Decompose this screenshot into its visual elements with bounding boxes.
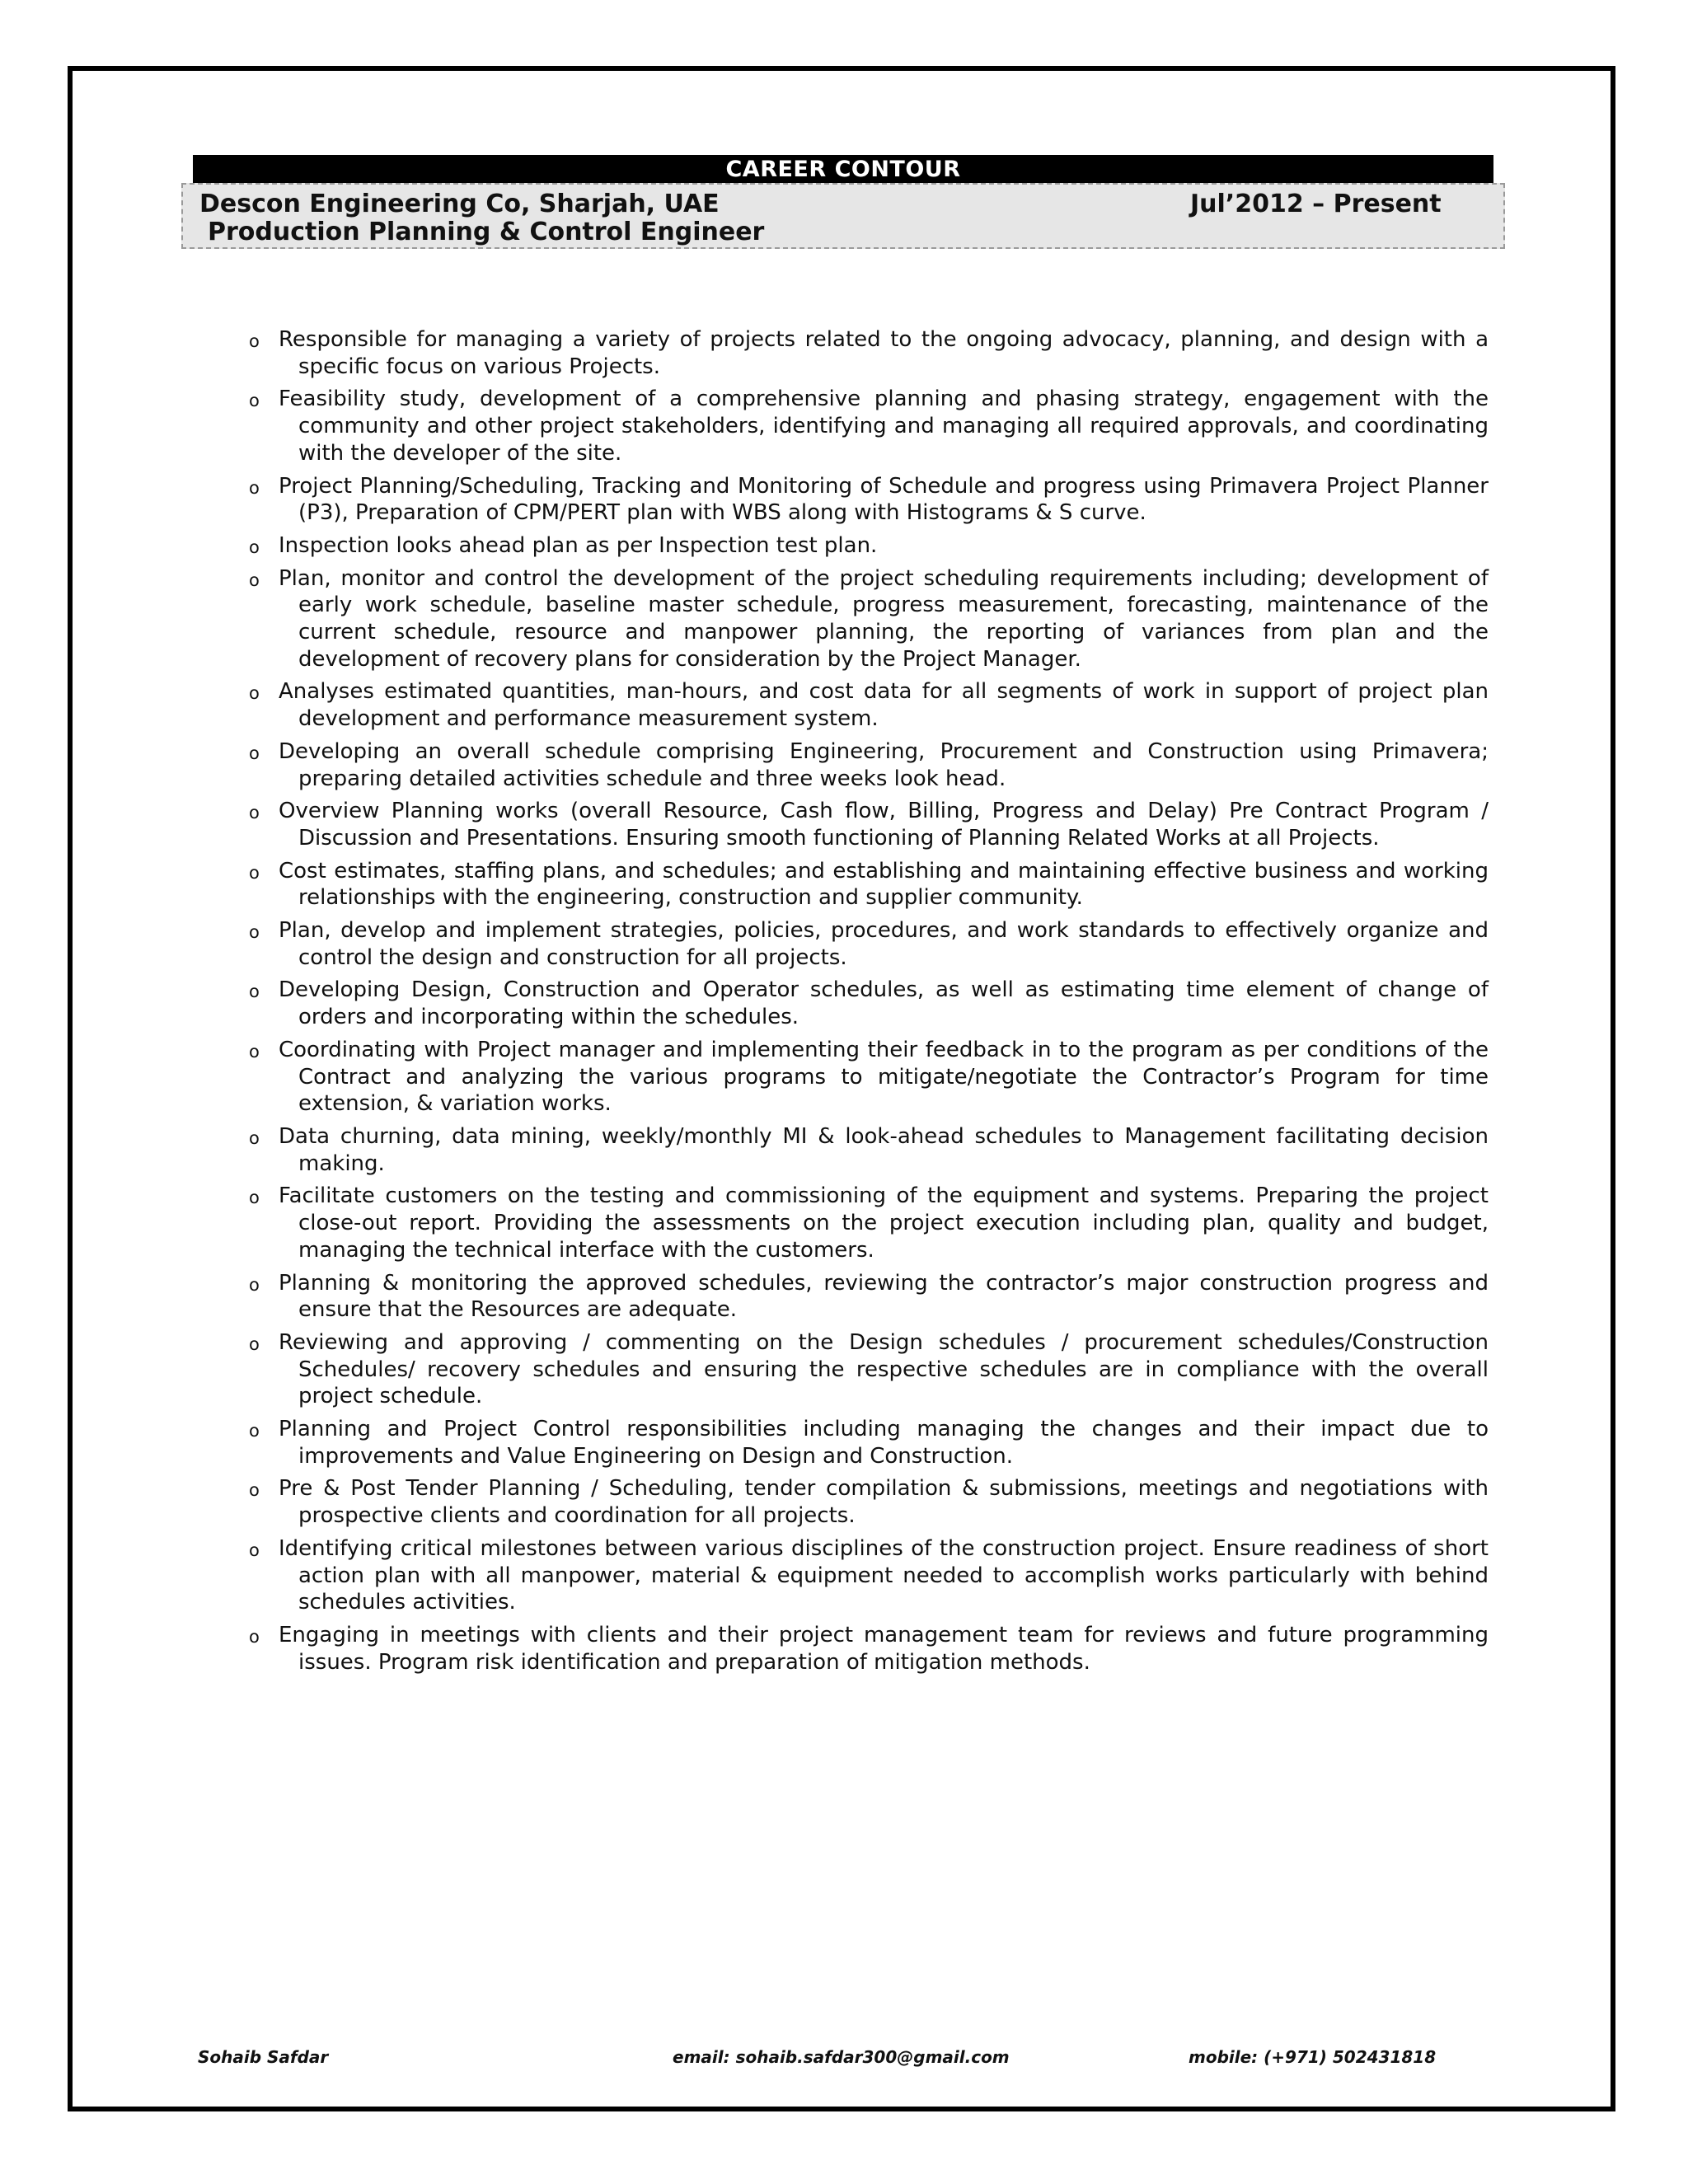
bullet-icon: o [249,1626,260,1647]
duty-text: Cost estimates, staffing plans, and schedules; and establishing and maintaining effective business and working relationships with the engineering, construction and supplier community. [279,858,1489,911]
duty-text: Plan, develop and implement strategies, policies, procedures, and work standards to effectively organize and control the design and construction for all projects. [279,918,1489,970]
bullet-icon: o [249,477,260,498]
bullet-icon: o [249,1274,260,1295]
duty-item [239,858,1489,912]
bullet-icon: o [249,1540,260,1560]
duty-item [239,1535,1489,1616]
duty-item [239,386,1489,466]
duty-text: Overview Planning works (overall Resource, Cash flow, Billing, Progress and Delay) Pre Contract Program / Discussion and Presentations. Ensuring smooth functioning of Planning Related Works at all Projects. [279,799,1489,851]
duty-text: Feasibility study, development of a comprehensive planning and phasing strategy, engagement with the community and other project stakeholders, identifying and managing all required approvals, and coordinating with the developer of the site. [279,387,1489,466]
duty-item [239,326,1489,380]
duty-text: Inspection looks ahead plan as per Inspection test plan. [279,532,878,558]
duty-item [239,1416,1489,1469]
duty-text: Reviewing and approving / commenting on the Design schedules / procurement schedules/Construction Schedules/ recovery schedules and ensuring the respective schedules are in compliance with the overall project schedule. [279,1329,1489,1409]
duty-text: Identifying critical milestones between various disciplines of the construction project. Ensure readiness of short action plan with all manpower, material & equipment needed to accomplish works particularly with behind schedules activities. [279,1535,1489,1615]
duty-text: Planning & monitoring the approved schedules, reviewing the contractor’s major construction progress and ensure that the Resources are adequate. [279,1270,1489,1323]
bullet-icon: o [249,1421,260,1441]
footer-email: email: sohaib.safdar300@gmail.com [673,2047,1010,2067]
bullet-icon: o [249,862,260,883]
bullet-icon: o [249,537,260,557]
bullet-icon: o [249,1127,260,1148]
duty-text: Analyses estimated quantities, man-hours, and cost data for all segments of work in support of project plan development and performance measurement system. [279,679,1489,732]
footer-mobile: mobile: (+971) 502431818 [1189,2047,1437,2067]
footer-name: Sohaib Safdar [198,2047,329,2067]
duty-text: Planning and Project Control responsibilities including managing the changes and their impact due to improvements and Value Engineering on Design and Construction. [279,1417,1489,1469]
duty-text: Developing Design, Construction and Operator schedules, as well as estimating time element of change of orders and incorporating within the schedules. [279,977,1489,1030]
duty-item [239,1270,1489,1324]
duty-item [239,1622,1489,1675]
bullet-icon: o [249,1333,260,1354]
duty-item [239,1037,1489,1118]
duty-text: Facilitate customers on the testing and commissioning of the equipment and systems. Preparing the project close-out report. Providing the assessments on the project execution including plan, quality and budget, managing the technical interface with the customers. [279,1183,1489,1263]
duty-text: Project Planning/Scheduling, Tracking and Monitoring of Schedule and progress using Primavera Project Planner (P3), Preparation of CPM/PERT plan with WBS along with Histograms & S curve. [279,473,1489,526]
bullet-icon: o [249,803,260,823]
bullet-icon: o [249,982,260,1002]
duty-text: Data churning, data mining, weekly/monthly MI & look-ahead schedules to Management facilitating decision making. [279,1123,1489,1176]
bullet-icon: o [249,1188,260,1208]
duty-item [239,532,1489,560]
duty-item [239,798,1489,851]
duty-item [239,678,1489,732]
duty-item [239,1123,1489,1177]
bullet-icon: o [249,331,260,351]
duties-list [239,326,1489,1681]
duty-item [239,917,1489,971]
bullet-icon: o [249,922,260,943]
duty-item [239,1183,1489,1263]
bullet-icon: o [249,683,260,704]
bullet-icon: o [249,743,260,763]
company-name: Descon Engineering Co, Sharjah, UAE [199,190,720,218]
duty-text: Engaging in meetings with clients and their project management team for reviews and future programming issues. Program risk identification and preparation of mitigation methods. [279,1622,1489,1675]
job-header [181,183,1505,249]
job-role: Production Planning & Control Engineer [208,218,765,246]
duty-item [239,738,1489,792]
bullet-icon: o [249,391,260,411]
duty-text: Pre & Post Tender Planning / Scheduling, tender compilation & submissions, meetings and negotiations with prospective clients and coordination for all projects. [279,1476,1489,1529]
duty-item [239,1475,1489,1529]
bullet-icon: o [249,1480,260,1501]
bullet-icon: o [249,569,260,590]
section-title: CAREER CONTOUR [193,155,1493,183]
duty-text: Coordinating with Project manager and implementing their feedback in to the program as per conditions of the Contract and analyzing the various programs to mitigate/negotiate the Contractor’s Program for time extension, & variation works. [279,1037,1489,1117]
duty-item [239,1329,1489,1410]
duty-text: Responsible for managing a variety of projects related to the ongoing advocacy, planning, and design with a specific focus on various Projects. [279,327,1489,379]
duty-item [239,565,1489,673]
duty-item [239,977,1489,1030]
bullet-icon: o [249,1041,260,1062]
job-dates: Jul’2012 – Present [1190,190,1442,218]
duty-text: Plan, monitor and control the development of the project scheduling requirements including; development of early work schedule, baseline master schedule, progress measurement, forecasting, maintenance of the current schedule, resource and manpower planning, the reporting of variances from plan and the development of recovery plans for consideration by the Project Manager. [279,565,1489,672]
duty-text: Developing an overall schedule comprising Engineering, Procurement and Construction using Primavera; preparing detailed activities schedule and three weeks look head. [279,738,1489,791]
duty-item [239,473,1489,527]
